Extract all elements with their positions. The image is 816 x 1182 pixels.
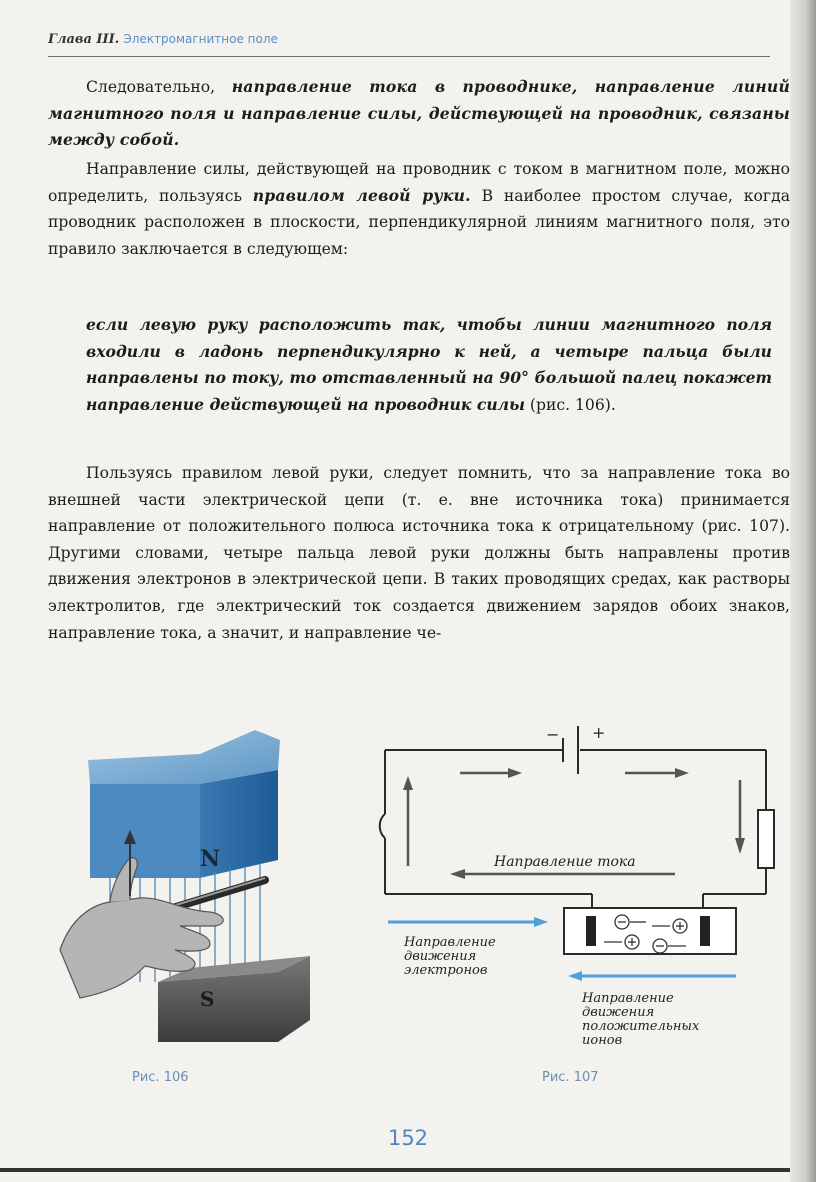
page-number: 152 [387, 1126, 429, 1150]
electrode-left [586, 916, 596, 946]
bottom-rule [0, 1168, 790, 1172]
figure-106-left-hand-rule [50, 720, 350, 1060]
rule-figure-ref: (рис. 106). [524, 395, 616, 414]
paragraph-3: Пользуясь правилом левой руки, следует помнить, что за направление тока во внешней части электрической цепи (т. е. вне источника тока) принимается направление от положительного полюса источника тока к отрицательному (рис. 107). Другими словами, четыре пальца левой руки должны быть направлены против движения электронов в электрической цепи. В таких проводящих средах, как растворы электролитов, где электрический ток создается движением зарядов обоих знаков, направление тока, а значит, и направление че- [48, 464, 790, 642]
south-pole-label: S [200, 987, 215, 1011]
battery-minus-label: − [546, 725, 560, 744]
paragraph-1 [48, 74, 790, 154]
left-hand-rule-statement [86, 312, 772, 418]
north-magnet-front [90, 784, 200, 878]
paragraph-1-emphasis: направление тока в проводнике, направление линий магнитного поля и направление силы, действующей на проводник, связаны между собой. [48, 77, 790, 150]
chapter-label: Глава III. [48, 32, 120, 47]
switch [380, 814, 385, 838]
resistor [758, 810, 774, 868]
figure-107-caption: Рис. 107 [542, 1070, 599, 1085]
ions-label: Направление движения положительных ионов [582, 991, 700, 1048]
figure-107-circuit [370, 718, 790, 1058]
paragraph-2 [48, 156, 790, 262]
figure-106-caption: Рис. 106 [132, 1070, 189, 1085]
rule-text: если левую руку расположить так, чтобы линии магнитного поля входили в ладонь перпендикулярно к ней, а четыре пальца были направлены по току, то отставленный на 90° большой палец покажет направление действующей на проводник силы [86, 315, 772, 414]
paragraph-2-text-b: В наиболее простом случае, когда проводник расположен в плоскости, перпендикулярной линиям магнитного поля, это правило заключается в следующем: [48, 186, 790, 258]
paragraph-2-text-a: Направление силы, действующей на проводник с током в магнитном поле, можно определить, пользуясь [48, 160, 790, 205]
chapter-topic: Электромагнитное поле [123, 32, 278, 46]
running-header [48, 32, 770, 57]
battery-plus-label: + [592, 723, 606, 742]
paragraph-1-lead: Следовательно, [86, 78, 232, 96]
electrode-right [700, 916, 710, 946]
circuit-wires [385, 750, 766, 908]
electron-flow-arrowhead [534, 917, 548, 927]
electrons-label: Направление движения электронов [404, 935, 496, 978]
page-edge [790, 0, 816, 1182]
ion-flow-arrowhead [568, 971, 582, 981]
left-hand-rule-term: правилом левой руки. [252, 185, 471, 205]
current-direction-label: Направление тока [494, 854, 636, 870]
north-pole-label: N [200, 846, 221, 872]
